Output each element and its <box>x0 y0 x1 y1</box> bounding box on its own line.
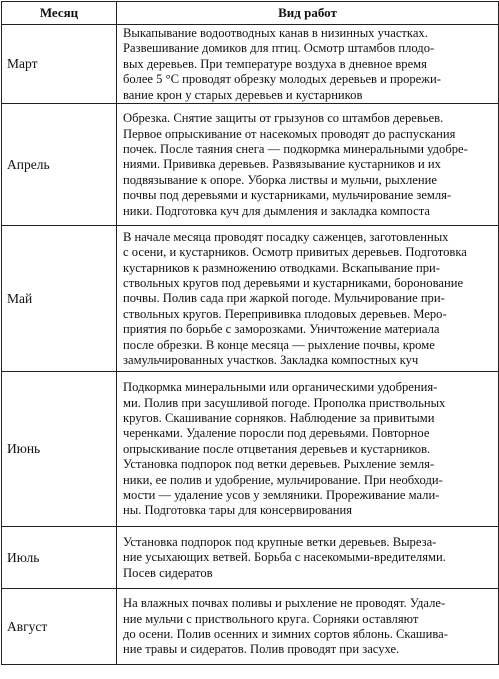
work-line: ники, ее полив и удобрение, мульчирование. При необходи- <box>123 472 443 487</box>
work-line: кустарников к размножению отводками. Вскапывание при- <box>123 260 440 275</box>
work-line: опрыскивание после отцветания деревьев и кустарников. <box>123 441 431 456</box>
work-line: ние травы и сидератов. Полив проводят при засухе. <box>123 642 400 657</box>
work-line: ствольных кругов под деревьями и кустарниками, боронование <box>123 275 464 290</box>
work-line: Первое опрыскивание от насекомых проводят до распускания <box>123 126 456 141</box>
month-cell: Июнь <box>2 372 117 527</box>
month-cell: Июль <box>2 527 117 589</box>
header-month: Месяц <box>2 2 117 25</box>
header-work: Вид работ <box>117 2 499 25</box>
work-line: ны. Подготовка тары для консервирования <box>123 503 353 518</box>
month-cell: Март <box>2 25 117 104</box>
work-line: Выкапывание водоотводных канав в низинных участках. <box>123 26 428 40</box>
work-line: черенками. Удаление поросли под деревьями. Повторное <box>123 426 430 441</box>
work-line: замульчированных участков. Закладка компостных куч <box>123 352 419 367</box>
table-row-march <box>2 25 499 104</box>
month-cell: Август <box>2 589 117 665</box>
work-line: приятия по борьбе с заморозками. Уничтожение материала <box>123 322 440 337</box>
work-line: подвязывание к опоре. Уборка листвы и мульчи, рыхление <box>123 172 437 187</box>
table-row-may <box>2 226 499 372</box>
work-line: ми. Полив при засушливой погоде. Прополка приствольных <box>123 395 446 410</box>
work-line: мости — удаление усов у земляники. Прореживание мали- <box>123 488 440 503</box>
table-row-july <box>2 527 499 589</box>
garden-works-table <box>1 1 499 665</box>
work-line: ние мульчи с приствольного круга. Сорняки оставляют <box>123 611 419 626</box>
work-line: почек. После таяния снега — подкормка минеральными удобре- <box>123 141 468 156</box>
work-line: В начале месяца проводят посадку саженцев, заготовленных <box>123 229 449 244</box>
work-line: Установка подпорок под крупные ветки деревьев. Выреза- <box>123 534 437 549</box>
month-cell: Май <box>2 226 117 372</box>
work-cell <box>117 372 499 527</box>
work-cell <box>117 527 499 589</box>
work-line: с осени, и кустарников. Осмотр привитых деревьев. Подготовка <box>123 245 467 260</box>
work-line: вых деревьев. При температуре воздуха в дневное время <box>123 56 427 71</box>
work-line: до осени. Полив осенних и зимних сортов яблонь. Скашива- <box>123 627 448 642</box>
table-header-row <box>2 2 499 25</box>
work-line: ствольных кругов. Перепрививка плодовых деревьев. Меро- <box>123 306 447 321</box>
table-row-august <box>2 589 499 665</box>
work-line: Развешивание домиков для птиц. Осмотр штамбов плодо- <box>123 41 435 56</box>
work-line: Обрезка. Снятие защиты от грызунов со штамбов деревьев. <box>123 111 444 126</box>
work-line: ники. Подготовка куч для дымления и закладка компоста <box>123 203 430 218</box>
work-cell <box>117 226 499 372</box>
work-cell <box>117 589 499 665</box>
work-line: вание крон у старых деревьев и кустарников <box>123 87 363 102</box>
table-row-june <box>2 372 499 527</box>
work-line: почвы под деревьями и кустарниками, мульчирование земля- <box>123 188 452 203</box>
work-line: ниями. Прививка деревьев. Развязывание кустарников и их <box>123 157 441 172</box>
work-line: Установка подпорок под ветки деревьев. Рыхление земля- <box>123 457 435 472</box>
table-row-april <box>2 104 499 226</box>
work-line: кругов. Скашивание сорняков. Наблюдение за привитыми <box>123 411 435 426</box>
work-line: Посев сидератов <box>123 565 213 580</box>
work-line: Подкормка минеральными или органическими удобрения- <box>123 380 438 395</box>
work-line: ние усыхающих ветвей. Борьба с насекомыми-вредителями. <box>123 550 446 565</box>
work-line: после обрезки. В конце месяца — рыхление почвы, кроме <box>123 337 435 352</box>
work-cell <box>117 25 499 104</box>
work-line: почвы. Полив сада при жаркой погоде. Мульчирование при- <box>123 291 445 306</box>
month-cell: Апрель <box>2 104 117 226</box>
work-cell <box>117 104 499 226</box>
work-line: На влажных почвах поливы и рыхление не проводят. Удале- <box>123 596 446 611</box>
work-line: более 5 °С проводят обрезку молодых деревьев и прорежи- <box>123 72 441 87</box>
